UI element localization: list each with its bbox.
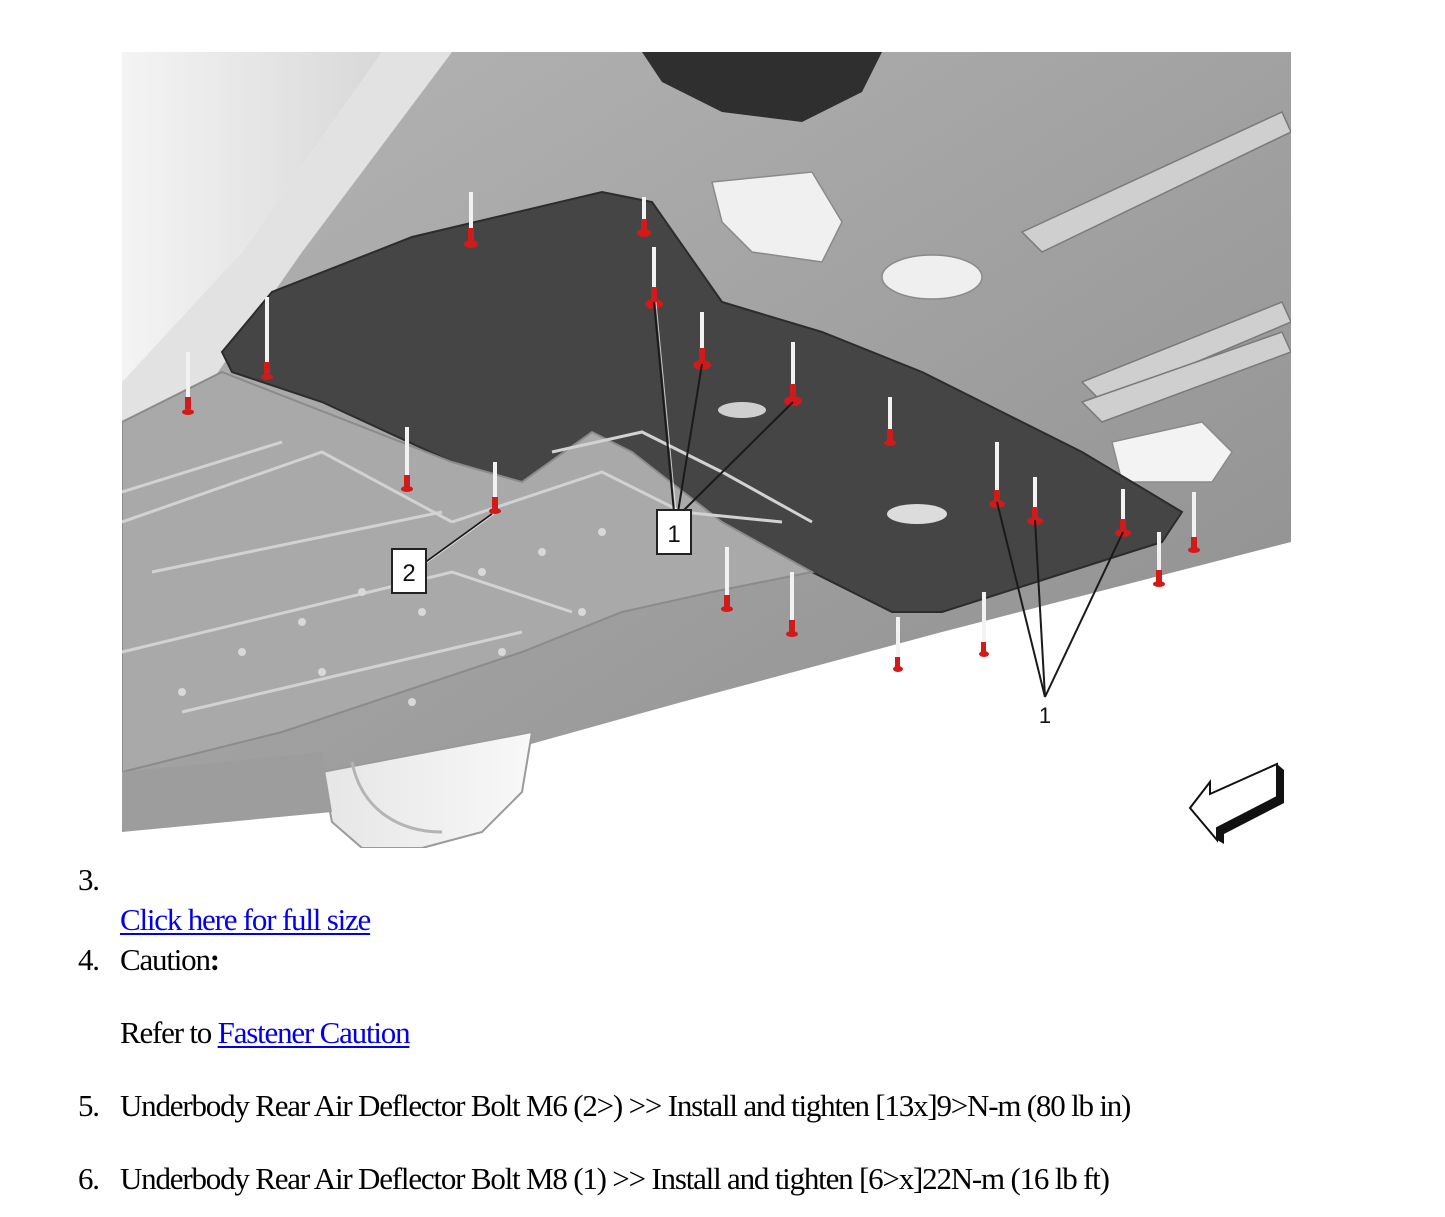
step-5-text: Underbody Rear Air Deflector Bolt M6 (2>) >> Install and tighten [13x]9>N-m (80 lb in) (120, 1088, 1131, 1123)
step-number: 5. (78, 1088, 99, 1123)
svg-text:1: 1 (1038, 703, 1052, 728)
step-6-text: Underbody Rear Air Deflector Bolt M8 (1) >> Install and tighten [6>x]22N-m (16 lb ft) (120, 1161, 1109, 1196)
fastener-caution-link[interactable]: Fastener Caution (217, 1015, 410, 1050)
step-number: 4. (78, 942, 99, 977)
step-number: 6. (78, 1161, 99, 1196)
refer-prefix: Refer to (120, 1015, 218, 1050)
svg-text:1: 1 (667, 521, 681, 548)
step-number: 3. (78, 862, 99, 897)
svg-text:2: 2 (402, 560, 416, 587)
front-direction-arrow-icon (1190, 764, 1284, 844)
callout-1-plain (1039, 703, 1051, 728)
callout-2-box (392, 549, 426, 593)
full-size-link[interactable]: Click here for full size (120, 902, 371, 937)
bolt-location-illustration (122, 52, 1291, 848)
caution-colon: : (209, 942, 219, 977)
callout-1-box (657, 510, 691, 554)
caution-label: Caution (120, 942, 210, 977)
